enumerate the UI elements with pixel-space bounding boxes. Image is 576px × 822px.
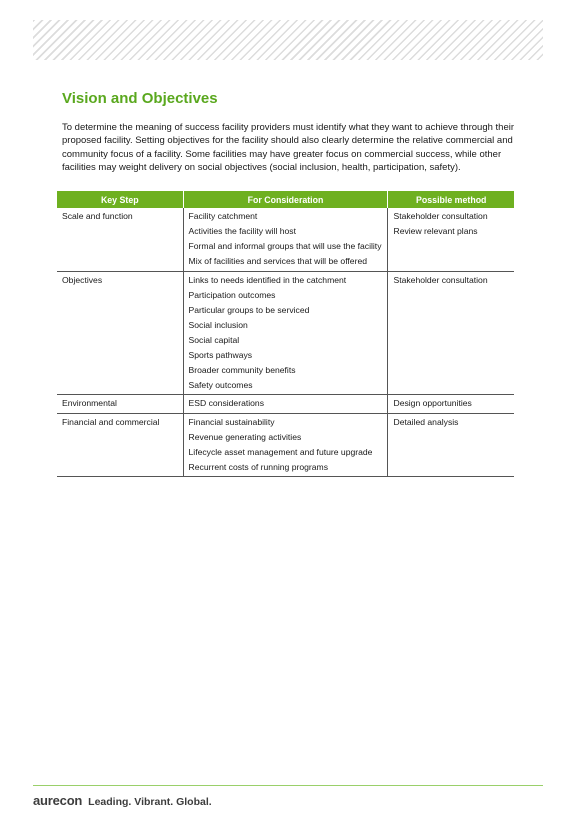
key-step-cell [57, 271, 183, 395]
consideration-item: Social inclusion [188, 319, 248, 330]
consideration-item: Recurrent costs of running programs [188, 461, 329, 472]
consideration-cell [183, 271, 388, 395]
consideration-item: Participation outcomes [188, 289, 276, 300]
consideration-cell [183, 395, 388, 414]
key-step-cell [57, 413, 183, 477]
intro-paragraph: To determine the meaning of success facility providers must identify what they want to achieve through their proposed facility. Setting objectives for the facility should also clearly determine the relative commercial and community focus of a facility. Some facilities may have greater focus on commercial success, while other facilities may weight delivery on social objectives (social inclusion, health, participation, safety). [62, 122, 515, 174]
consideration-item: Broader community benefits [188, 364, 296, 375]
consideration-item: Social capital [188, 334, 240, 345]
key-step: Scale and function [62, 211, 133, 221]
table-row [57, 208, 514, 271]
consideration-item: Financial sustainability [188, 416, 275, 427]
aurecon-logo: aurecon [33, 793, 83, 808]
key-step: Financial and commercial [62, 416, 160, 427]
header-hatch-decoration [33, 20, 543, 60]
header-for-consideration: For Consideration [183, 191, 388, 208]
consideration-cell [183, 413, 388, 477]
consideration-item: Safety outcomes [188, 379, 253, 390]
consideration-item: Formal and informal groups that will use the facility [188, 241, 382, 251]
consideration-item: Activities the facility will host [188, 226, 296, 236]
consideration-cell [183, 208, 388, 271]
footer-tagline: Leading. Vibrant. Global. [88, 796, 212, 808]
consideration-item: Particular groups to be serviced [188, 304, 310, 315]
header-possible-method: Possible method [388, 191, 514, 208]
key-step-cell [57, 395, 183, 414]
table-row [57, 413, 514, 477]
consideration-item: Links to needs identified in the catchment [188, 274, 347, 285]
method-item: Stakeholder consultation [393, 274, 488, 285]
method-item: Review relevant plans [393, 226, 478, 236]
consideration-item: ESD considerations [188, 398, 265, 408]
page-title: Vision and Objectives [62, 90, 218, 107]
consideration-item: Sports pathways [188, 349, 253, 360]
method-item: Design opportunities [393, 398, 472, 408]
method-item: Stakeholder consultation [393, 211, 488, 221]
method-cell [388, 271, 514, 395]
key-step-cell [57, 208, 183, 271]
objectives-table [57, 191, 514, 477]
table-row [57, 271, 514, 395]
consideration-item: Facility catchment [188, 211, 258, 221]
key-step: Environmental [62, 398, 117, 408]
consideration-item: Mix of facilities and services that will be offered [188, 256, 368, 266]
table-row [57, 395, 514, 414]
table-header-row [57, 191, 514, 208]
consideration-item: Revenue generating activities [188, 431, 302, 442]
method-cell [388, 413, 514, 477]
method-item: Detailed analysis [393, 416, 459, 427]
method-cell [388, 208, 514, 271]
key-step: Objectives [62, 274, 103, 285]
footer-divider [33, 785, 543, 786]
header-key-step: Key Step [57, 191, 183, 208]
footer [33, 793, 212, 808]
method-cell [388, 395, 514, 414]
consideration-item: Lifecycle asset management and future upgrade [188, 446, 373, 457]
